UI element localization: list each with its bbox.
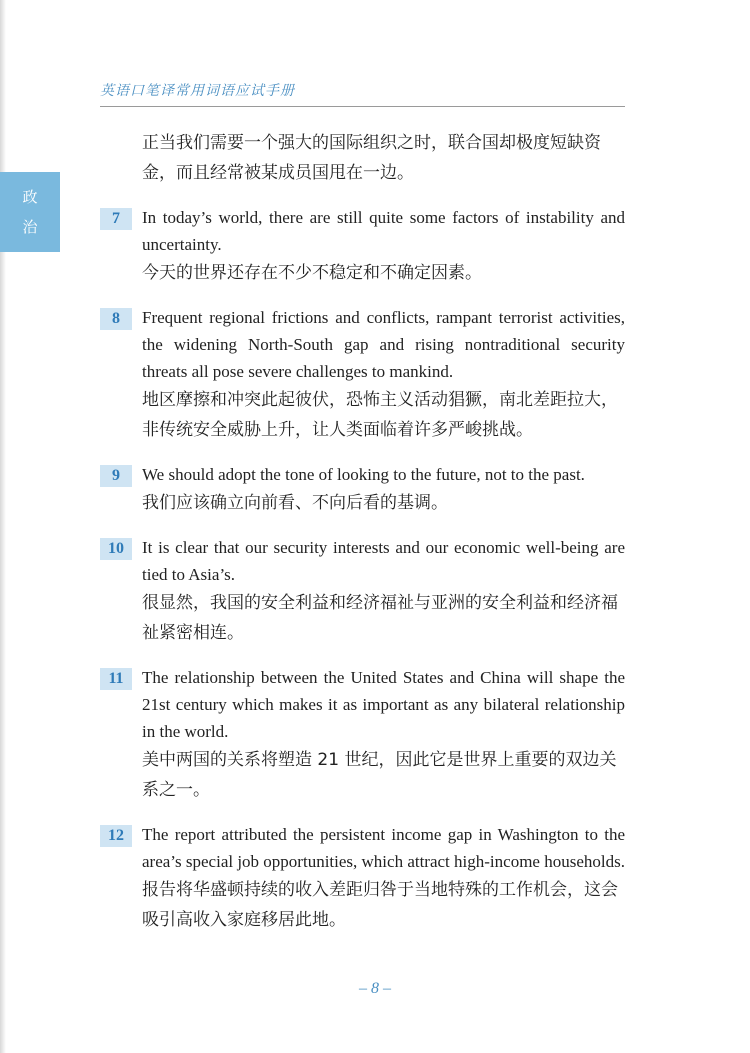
entry-chinese: 今天的世界还存在不少不稳定和不确定因素。 xyxy=(142,263,482,283)
entry-number: 8 xyxy=(100,308,132,330)
entry-7 xyxy=(100,204,625,288)
entry-number: 10 xyxy=(100,538,132,560)
header-rule xyxy=(100,106,625,107)
entry-english: The report attributed the persistent income gap in Washington to the area’s special job opportunities, which attract high-income households. xyxy=(142,825,625,871)
entry-8 xyxy=(100,304,625,445)
entry-number: 9 xyxy=(100,465,132,487)
entry-11 xyxy=(100,664,625,805)
section-tab-char: 政 xyxy=(22,188,38,206)
page-edge-shadow xyxy=(0,0,6,1053)
entry-chinese: 报告将华盛顿持续的收入差距归咎于当地特殊的工作机会，这会吸引高收入家庭移居此地。 xyxy=(142,880,618,930)
section-tab-politics xyxy=(0,172,60,252)
running-header: 英语口笔译常用词语应试手册 xyxy=(100,84,295,99)
entry-english: Frequent regional frictions and conflicts, rampant terrorist activities, the widening North-South gap and rising nontraditional security threats all pose severe challenges to mankind. xyxy=(142,308,625,381)
entry-english: In today’s world, there are still quite some factors of instability and uncertainty. xyxy=(142,208,625,254)
entry-chinese: 地区摩擦和冲突此起彼伏，恐怖主义活动猖獗，南北差距拉大，非传统安全威胁上升，让人类面临着许多严峻挑战。 xyxy=(142,390,618,440)
entry-chinese: 我们应该确立向前看、不向后看的基调。 xyxy=(142,493,448,513)
page-number: – 8 – xyxy=(359,980,391,997)
entry-chinese: 美中两国的关系将塑造 21 世纪，因此它是世界上重要的双边关系之一。 xyxy=(142,750,617,800)
page-content xyxy=(100,128,625,935)
entry-9 xyxy=(100,461,625,518)
section-tab-char: 治 xyxy=(22,218,38,236)
entry-12 xyxy=(100,821,625,935)
entry-english: The relationship between the United States and China will shape the 21st century which makes it as important as any bilateral relationship in the world. xyxy=(142,668,625,741)
entry-english: It is clear that our security interests and our economic well-being are tied to Asia’s. xyxy=(142,538,625,584)
entry-number: 12 xyxy=(100,825,132,847)
intro-paragraph xyxy=(100,128,625,188)
entry-number: 7 xyxy=(100,208,132,230)
intro-chinese: 正当我们需要一个强大的国际组织之时，联合国却极度短缺资金，而且经常被某成员国甩在一边。 xyxy=(142,133,601,183)
entry-number: 11 xyxy=(100,668,132,690)
entry-english: We should adopt the tone of looking to the future, not to the past. xyxy=(142,465,585,484)
entry-10 xyxy=(100,534,625,648)
entry-chinese: 很显然，我国的安全利益和经济福祉与亚洲的安全利益和经济福祉紧密相连。 xyxy=(142,593,618,643)
